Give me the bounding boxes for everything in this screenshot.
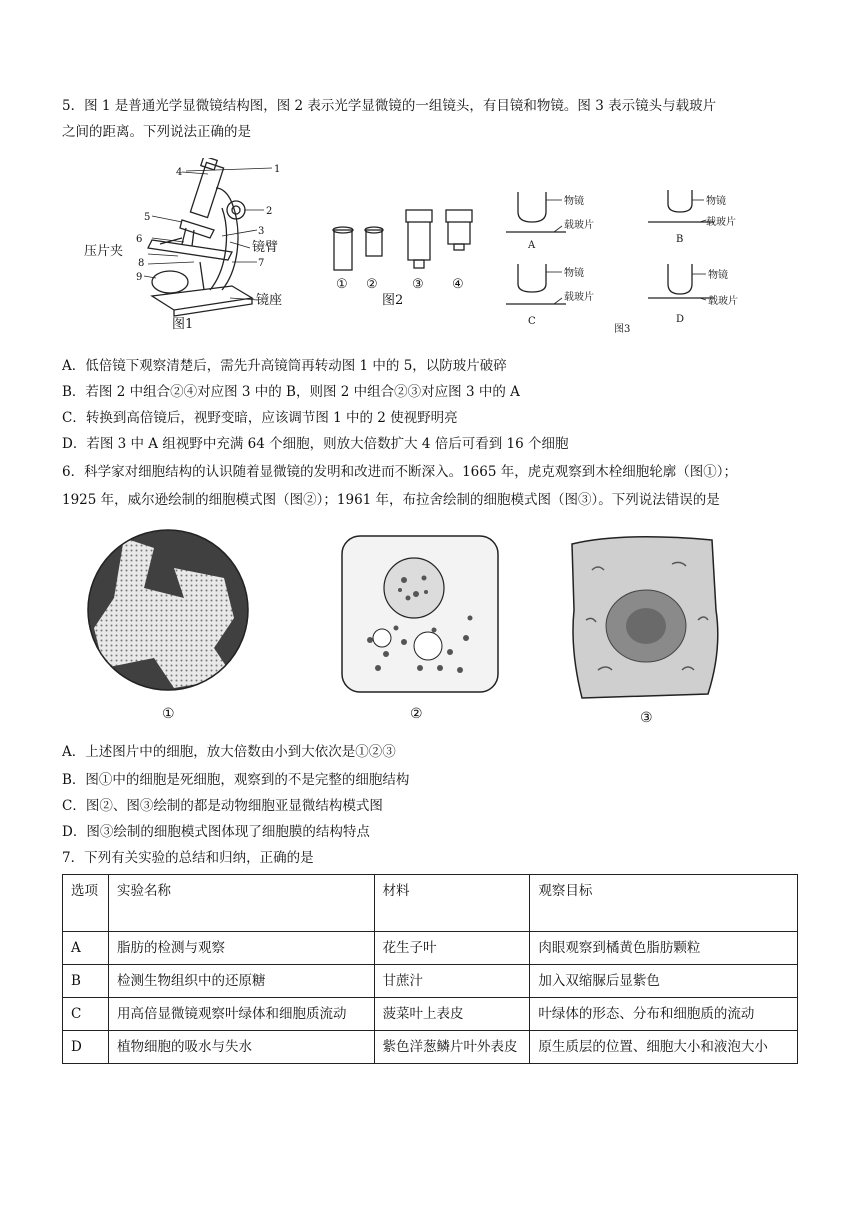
fig3-D-slide: 载玻片 [708,296,738,307]
q6-img1-label: ① [162,706,175,722]
fig3-label-A: A [528,240,536,251]
brachet-cell-image [562,530,732,730]
q5-option-d: D．若图 3 中 A 组视野中充满 64 个细胞，则放大倍数扩大 4 倍后可看到 16 个细胞 [62,436,569,452]
table-cell: 菠菜叶上表皮 [374,998,530,1031]
wilson-cell-image [330,528,510,728]
table-cell: C [63,998,109,1031]
q5-stem-line2: 之间的距离。下列说法正确的是 [62,124,251,140]
table-header-cell: 选项 [63,875,109,932]
cork-cells-image [84,528,254,728]
fig1-num-6: 6 [136,234,143,245]
fig1-num-3: 3 [258,226,265,237]
q5-stem-line1: 5．图 1 是普通光学显微镜结构图，图 2 表示光学显微镜的一组镜头，有目镜和物镜。图 3 表示镜头与载玻片 [62,98,717,114]
table-header-cell: 观察目标 [530,875,798,932]
table-row [63,932,798,965]
table-header-row [63,875,798,932]
q6-img3-label: ③ [640,710,653,726]
q6-option-c: C．图②、图③绘制的都是动物细胞亚显微结构模式图 [62,798,383,814]
table-cell: B [63,965,109,998]
fig3-C-slide: 载玻片 [564,292,594,303]
table-header-cell: 实验名称 [108,875,374,932]
fig1-caption: 图1 [172,317,194,332]
fig3-D-objective: 物镜 [708,270,728,281]
fig3-label-D: D [676,314,685,325]
table-header-cell: 材料 [374,875,530,932]
q7-stem: 7．下列有关实验的总结和归纳，正确的是 [62,850,314,866]
q5-option-b: B．若图 2 中组合②④对应图 3 中的 B，则图 2 中组合②③对应图 3 中的 A [62,384,520,400]
table-cell: D [63,1031,109,1064]
table-cell: 肉眼观察到橘黄色脂肪颗粒 [530,932,798,965]
table-cell: 加入双缩脲后显紫色 [530,965,798,998]
fig1-num-9: 9 [136,272,143,283]
fig1-press-clip-label: 压片夹 [84,244,124,259]
table-row [63,998,798,1031]
fig3-A-objective: 物镜 [564,196,584,207]
table-cell: 叶绿体的形态、分布和细胞质的流动 [530,998,798,1031]
fig1-num-5: 5 [144,212,151,223]
fig1-num-1: 1 [274,164,281,175]
q6-stem-line1: 6．科学家对细胞结构的认识随着显微镜的发明和改进而不断深入。1665 年，虎克观察到木栓细胞轮廓（图①）； [62,464,737,480]
fig3-A-slide: 载玻片 [564,220,594,231]
fig1-num-8: 8 [138,258,145,269]
lens-label-4: ④ [452,277,464,292]
table-row [63,965,798,998]
q6-option-d: D．图③绘制的细胞模式图体现了细胞膜的结构特点 [62,824,370,840]
fig3-B-slide: 载玻片 [706,217,736,228]
table-row [63,1031,798,1064]
lens-label-3: ③ [412,277,424,292]
fig1-arm-label: 镜臂 [252,240,279,255]
lens-label-2: ② [366,277,378,292]
table-cell: 原生质层的位置、细胞大小和液泡大小 [530,1031,798,1064]
table-cell: 用高倍显微镜观察叶绿体和细胞质流动 [108,998,374,1031]
table-cell: 检测生物组织中的还原糖 [108,965,374,998]
microscope-figure [82,158,302,336]
fig3-label-B: B [676,234,684,245]
q6-img2-label: ② [410,706,423,722]
table-cell: 花生子叶 [374,932,530,965]
fig3-caption: 图3 [614,324,631,335]
q6-option-a: A．上述图片中的细胞，放大倍数由小到大依次是①②③ [62,744,396,760]
fig1-base-label: 镜座 [256,293,283,308]
fig1-num-7: 7 [258,258,265,269]
table-cell: 植物细胞的吸水与失水 [108,1031,374,1064]
fig1-num-4: 4 [176,167,183,178]
table-cell: A [63,932,109,965]
table-cell: 甘蔗汁 [374,965,530,998]
lens-label-1: ① [336,277,348,292]
lens-set-figure [324,200,494,310]
experiment-table [62,874,798,1064]
objective-distance-figure [500,180,790,340]
fig2-caption: 图2 [382,293,404,308]
fig3-C-objective: 物镜 [564,268,584,279]
fig1-num-2: 2 [266,206,273,217]
q6-option-b: B．图①中的细胞是死细胞，观察到的不是完整的细胞结构 [62,772,410,788]
q5-option-c: C．转换到高倍镜后，视野变暗，应该调节图 1 中的 2 使视野明亮 [62,410,458,426]
q5-option-a: A．低倍镜下观察清楚后，需先升高镜筒再转动图 1 中的 5，以防玻片破碎 [62,358,507,374]
fig3-B-objective: 物镜 [706,196,726,207]
fig3-label-C: C [528,316,536,327]
table-cell: 脂肪的检测与观察 [108,932,374,965]
q6-stem-line2: 1925 年，威尔逊绘制的细胞模式图（图②）；1961 年，布拉舍绘制的细胞模式图（图③）。下列说法错误的是 [62,492,720,508]
table-cell: 紫色洋葱鳞片叶外表皮 [374,1031,530,1064]
